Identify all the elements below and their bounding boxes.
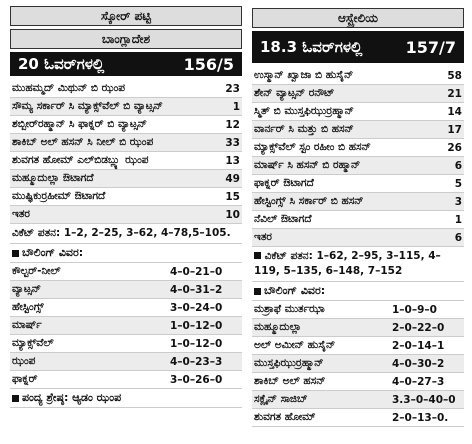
batsman-name: ಉಸ್ಮಾನ್ ಖ್ವಾಜಾ ಬಿ ಹುಸೈನ್ [254,69,354,81]
wickets-label: ವಿಕೆಟ್ ಪತನ: [12,227,61,239]
wickets-label: ವಿಕೆಟ್ ಪತನ: [264,250,313,262]
batting-row [10,134,242,152]
batting-row [252,139,464,157]
extras-row [252,229,464,247]
bangladesh-column [10,6,242,408]
batsman-runs: 14 [447,105,462,118]
batting-row [10,80,242,98]
bowler-name: ಝಂಪ [12,355,36,367]
bowler-name: ವ್ಯಾಟ್ಸನ್ [12,283,42,295]
batsman-name: ಹೇಸ್ಟಿಂಗ್ಸ್ ಸಿ ಸರ್ಕಾರ್ ಬಿ ಹಸನ್ [254,195,364,207]
batsman-runs: 12 [225,118,240,131]
bangladesh-fall-of-wickets [10,224,242,244]
bowling-row [10,335,242,353]
extras-label: ಇತರ [254,231,272,243]
bowler-figures: 2–0–22–0 [392,321,445,334]
bowling-row [10,299,242,317]
batsman-name: ನೆವಿಲ್ ಔಟಾಗದೆ [254,213,312,225]
square-bullet-icon [254,252,261,259]
bowling-row [252,373,464,391]
batsman-runs: 3 [454,195,462,208]
bowler-name: ಮಾರ್ಷ್ [12,319,42,331]
bowler-name: ಮಹ್ಮೂದುಲ್ಲಾ [254,321,302,333]
bowler-name: ಶಾಕಿಬ್ ಅಲ್ ಹಸನ್ [254,375,326,387]
bowling-row [10,317,242,335]
extras-runs: 10 [225,208,240,221]
australia-bowling-list [10,263,242,389]
batting-row [252,103,464,121]
bangladesh-total: 156/5 [183,54,234,74]
bowler-figures: 4–0–27–3 [392,375,445,388]
square-bullet-icon [12,250,19,257]
bowling-title: ಬೌಲಿಂಗ್ ವಿವರ: [22,246,84,259]
batsman-runs: 21 [447,87,462,100]
australia-overs: 18.3 ಓವರ್‌ಗಳಲ್ಲಿ [260,38,363,56]
batsman-runs: 33 [225,136,240,149]
batting-row [252,193,464,211]
player-of-the-match [10,389,242,408]
bowling-row [252,391,464,409]
australia-column [252,6,464,427]
bowler-name: ಶುವಗತ ಹೋಮ್ [254,411,316,423]
batsman-runs: 26 [447,141,462,154]
bowler-figures: 1–0–12–0 [170,337,223,350]
bangladesh-bowling-list [252,301,464,427]
batsman-runs: 23 [225,82,240,95]
australia-team-name: ಆಸ್ಟ್ರೇಲಿಯ [252,8,464,28]
batsman-runs: 5 [454,177,462,190]
batsman-name: ಶುವಗತ ಹೋಮ್ ಎಲ್‌ಬಿಡಬ್ಲ್ಯು ಝಂಪ [12,154,149,166]
batting-row [252,67,464,85]
bowler-name: ಕೌಲ್ಟರ್-ನೀಲ್ [12,265,61,277]
batting-row [10,152,242,170]
batsman-name: ಮ್ಯಾಕ್ಸ್‌ವೆಲ್ ಸ್ಟಂ ರಹೀಂ ಬಿ ಹಸನ್ [254,141,371,153]
bowler-figures: 1–0–9–0 [392,303,437,316]
batting-row [10,170,242,188]
australia-total: 157/7 [405,37,456,57]
bowling-row [252,319,464,337]
batting-row [252,121,464,139]
bowler-figures: 4–0–21–0 [170,265,223,278]
batsman-name: ವಾರ್ನರ್ ಸಿ ಮತ್ತು ಬಿ ಹಸನ್ [254,123,354,135]
australia-score-bar [252,31,464,63]
australia-batting-list [252,67,464,247]
batsman-runs: 49 [225,172,240,185]
bowler-name: ಮಶ್ರಾಫೆ ಮುರ್ತಝಾ [254,303,325,315]
bangladesh-batting-list [10,80,242,224]
batsman-name: ಮಾರ್ಷ್ ಸಿ ಹಸನ್ ಬಿ ರಹ್ಮಾನ್ [254,159,361,171]
batsman-name: ಸೌಮ್ಯ ಸರ್ಕಾರ್ ಸಿ ಮ್ಯಾಕ್ಸ್‌ವೆಲ್ ಬಿ ವ್ಯಾಟ್ಸನ್ [12,100,163,112]
batting-row [10,98,242,116]
australia-bowling-header [252,282,464,301]
batsman-name: ಮುಹಮ್ಮದ್ ಮಿಥುನ್ ಬಿ ಝಂಪ [12,82,125,94]
australia-fall-of-wickets [252,247,464,282]
batsman-runs: 58 [447,69,462,82]
batsman-name: ಶಾಕಿಬ್ ಅಲ್ ಹಸನ್ ಸಿ ನೀಲ್ ಬಿ ಝಂಪ [12,136,154,148]
wickets-values: 1–62, 2–95, 3–115, 4–119, 5–135, 6–148, 7–152 [254,250,441,277]
batting-row [252,85,464,103]
bowler-figures: 4–0–30–2 [392,357,445,370]
batsman-runs: 13 [225,154,240,167]
batsman-runs: 1 [454,213,462,226]
batsman-runs: 6 [454,159,462,172]
batting-row [252,175,464,193]
batsman-name: ಮಹ್ಮೂದುಲ್ಲಾ ಔಟಾಗದೆ [12,172,94,184]
bowling-row [10,281,242,299]
potm-text: ಪಂದ್ಯ ಶ್ರೇಷ್ಠ: ಆ್ಯಡಂ ಝಂಪ [22,391,122,404]
scorecard-title: ಸ್ಕೋರ್ ಪಟ್ಟಿ [10,6,242,26]
bowler-name: ಅಲ್ ಅಮೀನ್ ಹುಸೈನ್ [254,339,336,351]
bowling-title: ಬೌಲಿಂಗ್ ವಿವರ: [264,284,326,297]
batting-row [252,211,464,229]
bowler-name: ಫಾಕ್ನರ್ [12,373,38,385]
bangladesh-overs: 20 ಓವರ್‌ಗಳಲ್ಲಿ [18,55,105,73]
square-bullet-icon [254,288,261,295]
bowling-row [252,301,464,319]
extras-runs: 6 [454,231,462,244]
bowling-row [10,353,242,371]
batsman-runs: 17 [447,123,462,136]
bowler-figures: 4–0–23–3 [170,355,223,368]
batsman-name: ಮುಷ್ಫಿಕುರ್ರಹೀಮ್ ಔಟಾಗದೆ [12,190,106,202]
wickets-values: 1–2, 2–25, 3–62, 4–78,5–105. [63,227,231,239]
bowler-figures: 3.3–0–40–0 [392,393,456,406]
bangladesh-team-name: ಬಾಂಗ್ಲಾದೇಶ [10,29,242,49]
bangladesh-score-bar [10,52,242,76]
bowler-figures: 3–0–24–0 [170,301,223,314]
bowling-row [10,371,242,389]
batsman-name: ಫಾಕ್ನರ್ ಔಟಾಗದೆ [254,177,314,189]
bowler-figures: 2–0–13–0. [392,411,449,424]
bowler-name: ಹೇಸ್ಟಿಂಗ್ಸ್ [12,301,44,313]
bowling-row [252,409,464,427]
batsman-name: ಸ್ಮಿತ್ ಬಿ ಮುಸ್ತಫಿಝುರ್ರಹ್ಮಾನ್ [254,105,354,117]
batsman-name: ಶೇನ್ ವ್ಯಾಟ್ಸನ್ ರನೌಟ್ [254,87,335,99]
batsman-name: ಶಬ್ಬೀರ್‌ರಹ್ಮಾನ್ ಸಿ ಫಾಕ್ನರ್ ಬಿ ವ್ಯಾಟ್ಸನ್ [12,118,147,130]
bowling-row [252,355,464,373]
batsman-runs: 1 [232,100,240,113]
extras-label: ಇತರ [12,208,30,220]
bowler-figures: 2–0–14–1 [392,339,445,352]
bowling-row [10,263,242,281]
square-bullet-icon [12,395,19,402]
bangladesh-bowling-header [10,244,242,263]
batting-row [252,157,464,175]
batting-row [10,116,242,134]
extras-row [10,206,242,224]
bowling-row [252,337,464,355]
bowler-figures: 3–0–26–0 [170,373,223,386]
bowler-name: ಮ್ಯಾಕ್ಸ್‌ವೆಲ್ [12,337,54,349]
batting-row [10,188,242,206]
batsman-runs: 15 [225,190,240,203]
bowler-figures: 4–0–31–2 [170,283,223,296]
bowler-name: ಸಕ್ಲೈನ್ ಸಾಜಿಬ್ [254,393,308,405]
bowler-name: ಮುಸ್ತಫಿಝುರ್ರಹ್ಮಾನ್ [254,357,324,369]
bowler-figures: 1–0–12–0 [170,319,223,332]
